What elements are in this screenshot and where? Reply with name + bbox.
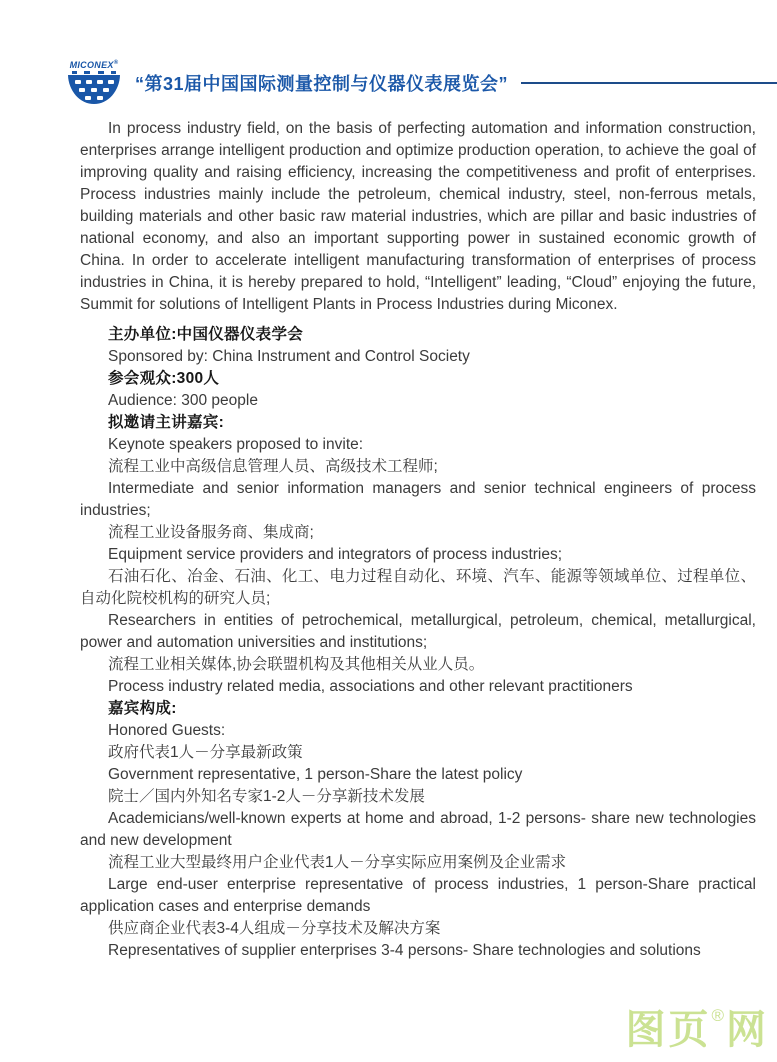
watermark-text-before: 图页 (625, 1008, 712, 1052)
section-heading: 主办单位:中国仪器仪表学会 (108, 326, 304, 343)
content-line: 流程工业设备服务商、集成商; (108, 524, 314, 541)
content-line: Government representative, 1 person-Share the latest policy (108, 766, 523, 783)
content-line: Audience: 300 people (108, 392, 258, 409)
content-line: 流程工业中高级信息管理人员、高级技术工程师; (108, 458, 438, 475)
header-rule (521, 82, 777, 84)
globe-bowl-icon (67, 71, 121, 105)
page-title: “第31届中国国际测量控制与仪器仪表展览会” (135, 74, 509, 94)
content-line: Academicians/well-known experts at home and abroad, 1-2 persons- share new technologies and new development (80, 810, 756, 849)
content-line: Intermediate and senior information managers and senior technical engineers of process industries; (80, 480, 756, 519)
section-heading: 嘉宾构成: (108, 700, 177, 717)
section-heading: 参会观众:300人 (108, 370, 220, 387)
content-line: Sponsored by: China Instrument and Control Society (108, 348, 470, 365)
watermark-text-after: 网 (726, 1008, 769, 1052)
document-body (80, 118, 756, 962)
content-paragraphs (80, 324, 756, 962)
content-line: Process industry related media, associations and other relevant practitioners (108, 678, 633, 695)
content-line: Researchers in entities of petrochemical, metallurgical, petroleum, chemical, metallurgical, power and automation universities and institutions; (80, 612, 756, 651)
watermark-registered-mark: ® (711, 1006, 724, 1025)
content-line: Representatives of supplier enterprises 3-4 persons- Share technologies and solutions (108, 942, 701, 959)
miconex-logo (62, 58, 126, 108)
logo-brand-text: MICONEX (69, 60, 114, 70)
intro-paragraph: In process industry field, on the basis of perfecting automation and information construction, enterprises arrange intelligent production and optimize production operation, to achieve the goal of improving quality and raising efficiency, increasing the competitiveness and profit of enterprises. Process industries mainly include the petroleum, chemical industry, steel, non-ferrous metals, building materials and other basic raw material industries, which are pillar and basic industries of national economy, and also an important supporting power in sustained economic growth of China. In order to accelerate intelligent manufacturing transformation of enterprises of process industries in China, it is hereby prepared to hold, “Intelligent” leading, “Cloud” enjoying the future, Summit for solutions of Intelligent Plants in Process Industries during Miconex. (80, 120, 756, 313)
content-line: 院士／国内外知名专家1-2人－分享新技术发展 (108, 788, 425, 805)
content-line: 供应商企业代表3-4人组成－分享技术及解决方案 (108, 920, 441, 937)
content-line: Equipment service providers and integrators of process industries; (108, 546, 563, 563)
section-heading: 拟邀请主讲嘉宾: (108, 414, 225, 431)
miconex-logo-text (70, 58, 119, 70)
content-line: 流程工业大型最终用户企业代表1人－分享实际应用案例及企业需求 (108, 854, 567, 871)
content-line: Honored Guests: (108, 722, 226, 739)
content-line: 政府代表1人－分享最新政策 (108, 744, 303, 761)
content-line: 流程工业相关媒体,协会联盟机构及其他相关从业人员。 (108, 656, 485, 673)
content-line: 石油石化、冶金、石油、化工、电力过程自动化、环境、汽车、能源等领域单位、过程单位、自动化院校机构的研究人员; (80, 568, 756, 607)
page-header (62, 58, 777, 108)
content-line: Keynote speakers proposed to invite: (108, 436, 364, 453)
logo-registered-mark: ® (113, 60, 119, 66)
watermark (625, 998, 769, 1055)
content-line: Large end-user enterprise representative of process industries, 1 person-Share practical application cases and enterprise demands (80, 876, 756, 915)
